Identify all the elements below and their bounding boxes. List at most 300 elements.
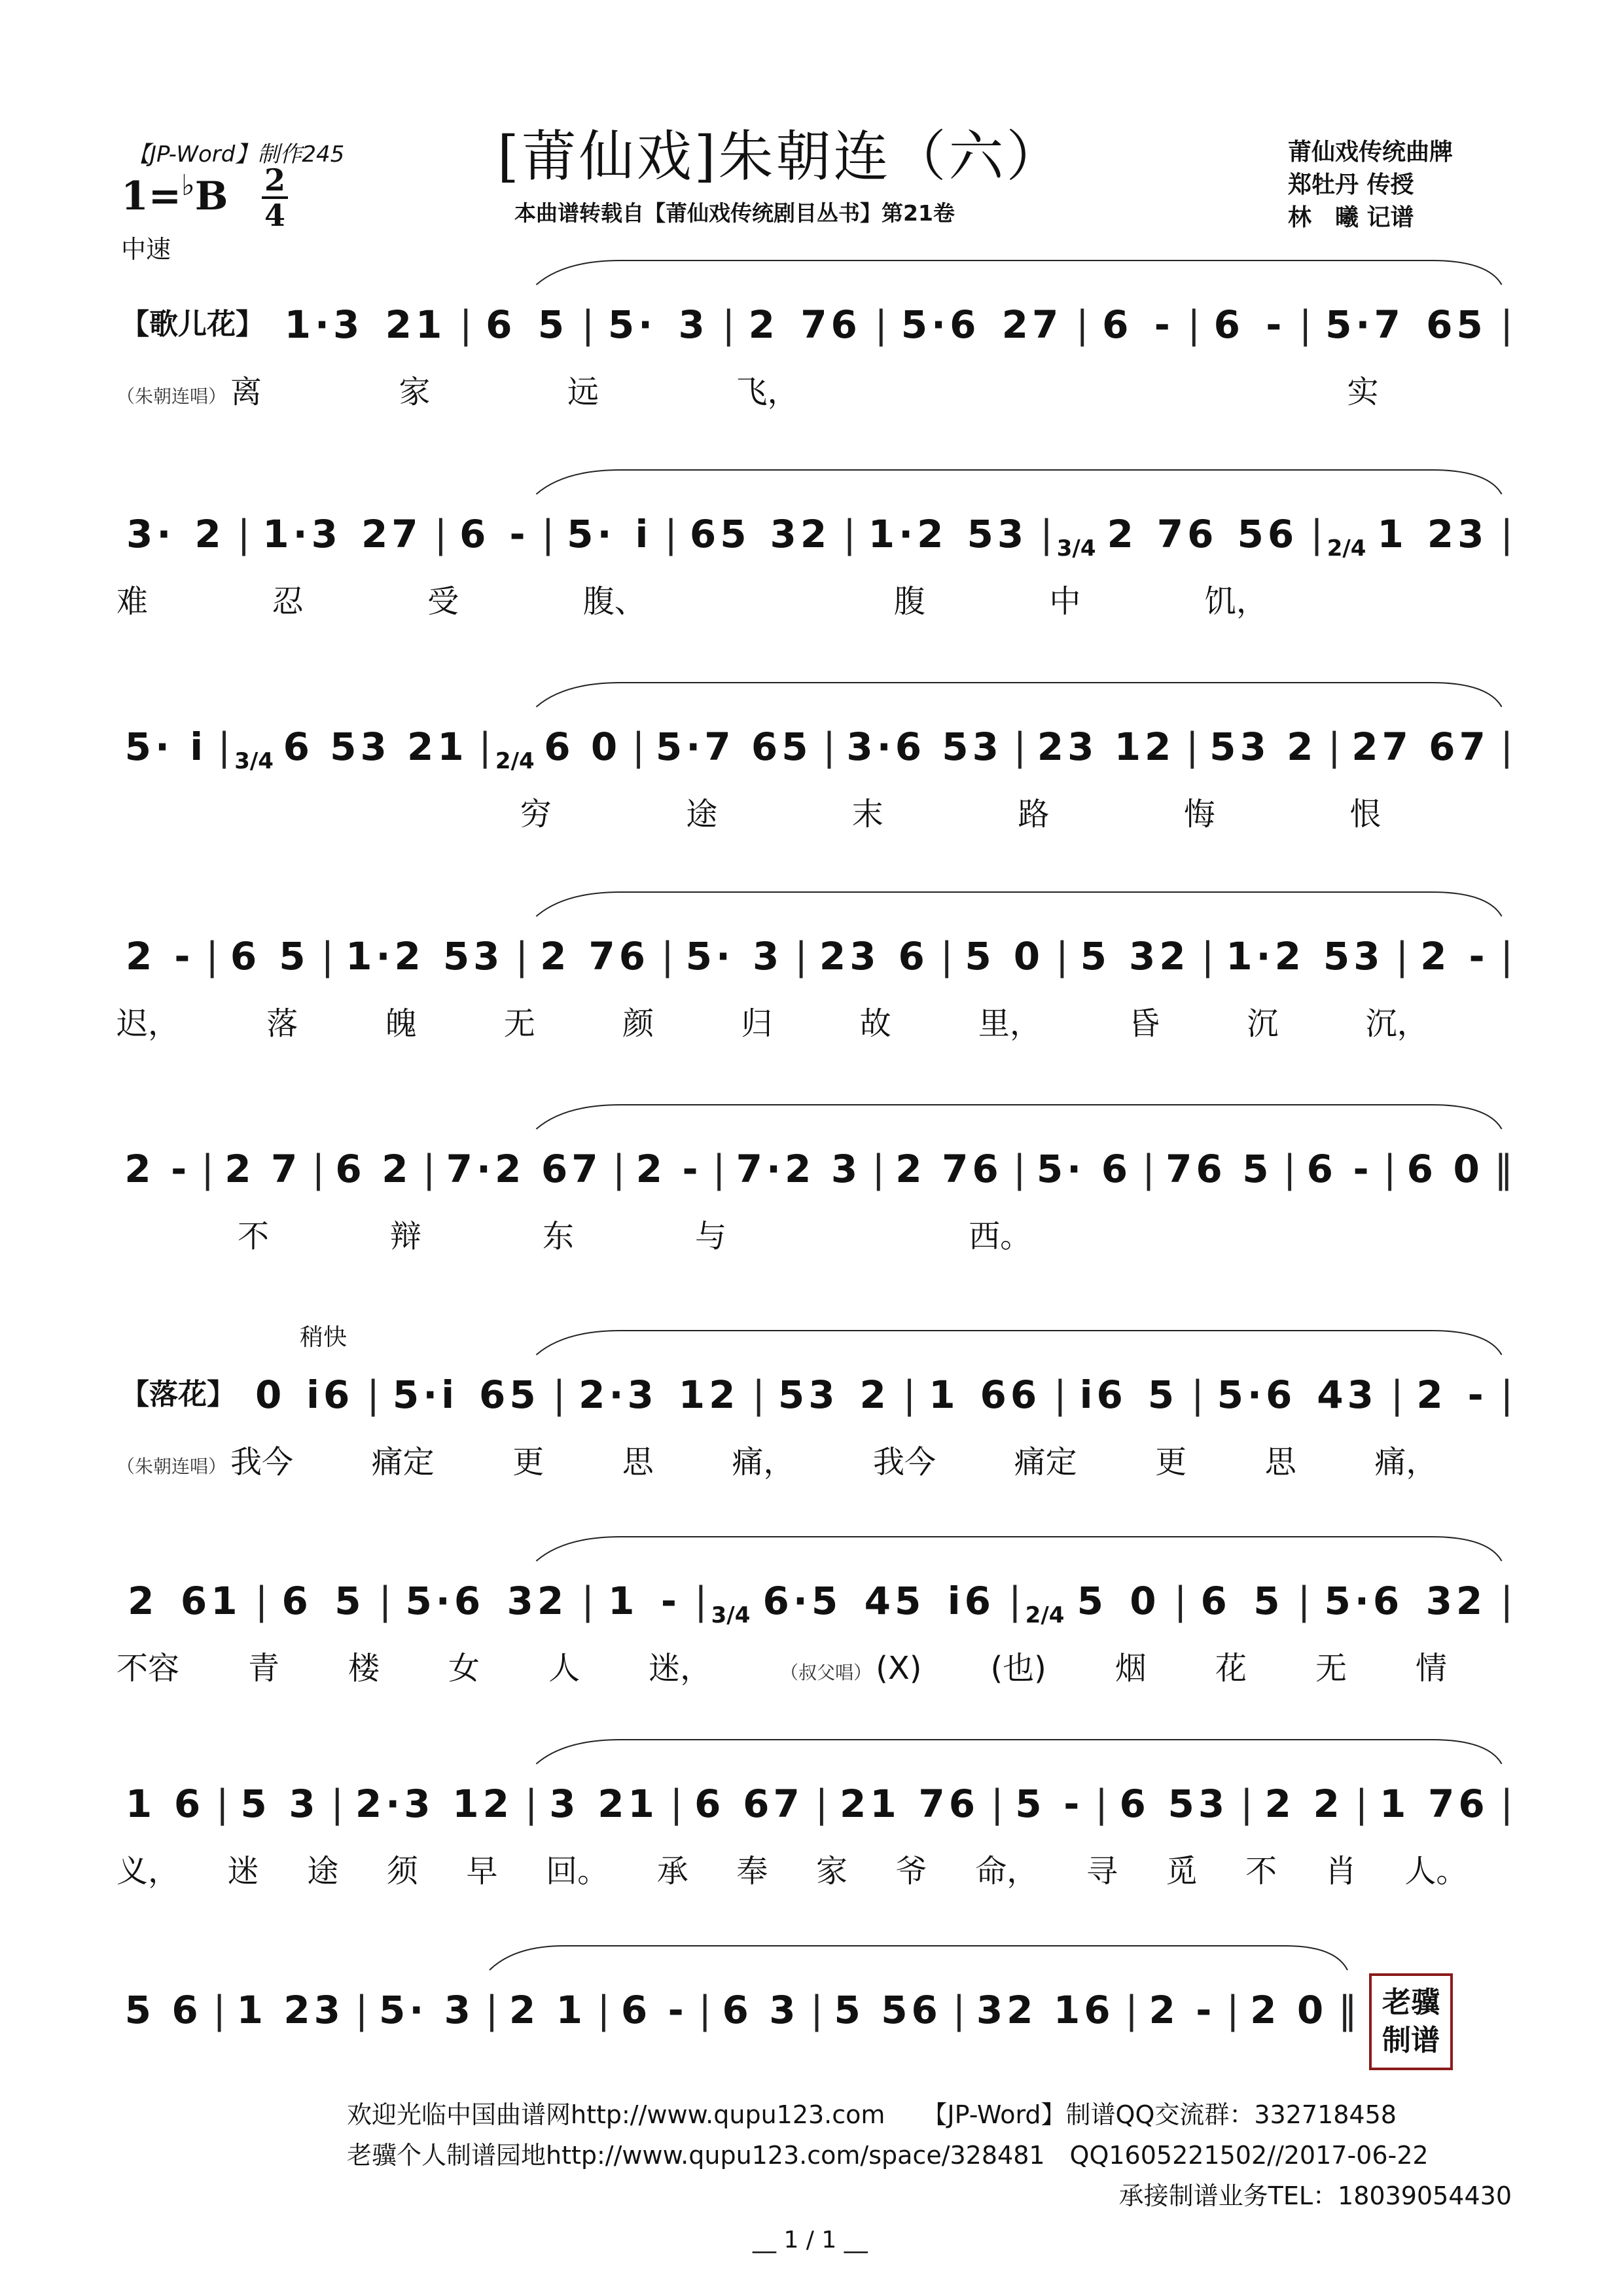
- lyric-syllable: 命，: [975, 1853, 1039, 1890]
- bar-line: |: [1076, 302, 1089, 347]
- note-group: 5: [1253, 1579, 1284, 1623]
- lyric-syllable: 腹: [893, 583, 925, 620]
- note-group: -: [1266, 302, 1286, 347]
- bar-line: |: [1500, 725, 1513, 769]
- note-group: 32: [770, 512, 831, 556]
- note-group: 21: [385, 302, 446, 347]
- note-line: [116, 710, 1516, 773]
- note-group: 1: [1377, 512, 1408, 556]
- note-group: 23: [283, 1988, 345, 2032]
- lyric-syllable: 迷，: [649, 1650, 712, 1687]
- bar-line: |: [355, 1988, 368, 2032]
- lyric-syllable: 故: [859, 1005, 891, 1042]
- lyric-syllable: 须: [386, 1853, 418, 1890]
- note-group: 27: [1351, 725, 1412, 769]
- lyric-syllable: 寻: [1086, 1853, 1118, 1890]
- note-group: 2: [1420, 934, 1451, 978]
- lyric-syllable: 昏: [1128, 1005, 1160, 1042]
- note-group: 2: [748, 302, 779, 347]
- lyrics-line: [116, 367, 1516, 412]
- lyric-syllable: 家: [816, 1853, 848, 1890]
- note-group: -: [1467, 1372, 1488, 1417]
- bar-line: |: [581, 302, 595, 347]
- underline-rhythm: [116, 562, 1516, 565]
- bar-line: |: [330, 1782, 344, 1826]
- lyrics-line: [116, 1211, 1516, 1256]
- note-group: 3: [678, 302, 709, 347]
- bar-line: ‖: [1338, 1988, 1357, 2032]
- bar-line: |: [1500, 302, 1513, 347]
- lyric-syllable: 沉，: [1365, 1005, 1429, 1042]
- note-line: [116, 288, 1516, 351]
- time-signature: [260, 164, 289, 232]
- note-group: 2: [508, 1988, 540, 2032]
- note-group: i6: [1079, 1372, 1127, 1417]
- underline-rhythm: [116, 352, 1516, 356]
- lyric-syllable: 沉: [1247, 1005, 1279, 1042]
- note-group: 6: [1213, 302, 1244, 347]
- note-group: 3: [752, 934, 783, 978]
- bar-line: |: [1283, 1147, 1296, 1191]
- bar-line: |: [1500, 512, 1514, 556]
- note-group: 6: [1102, 302, 1133, 347]
- note-group: 2·3: [579, 1372, 658, 1417]
- qupai-label: 【歌儿花】: [120, 308, 264, 341]
- lyric-syllable: 烟: [1115, 1650, 1147, 1687]
- note-group: 7·2: [736, 1147, 815, 1191]
- note-group: 32: [976, 1988, 1037, 2032]
- lyric-syllable: 实: [1347, 374, 1379, 410]
- note-group: 5: [1147, 1372, 1179, 1417]
- lyric-syllable: 远: [567, 374, 599, 410]
- credit-teacher: 郑牡丹 传授: [1288, 171, 1414, 198]
- note-group: 6: [230, 934, 261, 978]
- note-group: 12: [452, 1782, 514, 1826]
- source-note: 本曲谱转载自【莆仙戏传统剧目丛书】第21卷: [514, 200, 955, 226]
- bar-line: |: [1191, 1372, 1204, 1417]
- bar-line: |: [810, 1988, 823, 2032]
- lyrics-line: [116, 576, 1516, 621]
- footer-line2: 老骥个人制谱园地http://www.qupu123.com/space/328481 QQ1605221502//2017-06-22: [347, 2141, 1429, 2170]
- page-number: __ 1 / 1 __: [753, 2227, 868, 2253]
- bar-line: |: [552, 1372, 566, 1417]
- bar-line: |: [752, 1372, 765, 1417]
- lyric-syllable: 义，: [116, 1853, 180, 1890]
- bar-line: |: [1298, 302, 1312, 347]
- note-group: 6: [1200, 1579, 1231, 1623]
- note-group: 2: [1107, 512, 1137, 556]
- underline-rhythm: [116, 774, 1516, 778]
- note-group: 76: [918, 1782, 980, 1826]
- bar-line: |: [201, 1147, 214, 1191]
- note-group: 65: [1426, 302, 1487, 347]
- bar-line: |: [1328, 725, 1341, 769]
- note-group: 53: [442, 934, 504, 978]
- singer-note: （朱朝连唱）: [116, 1456, 227, 1477]
- lyric-syllable: 青: [248, 1650, 280, 1687]
- lyric-syllable: 腹、: [582, 583, 646, 620]
- lyric-syllable: 我今: [872, 1444, 936, 1480]
- note-group: 2: [540, 934, 571, 978]
- lyric-syllable: 无: [1315, 1650, 1347, 1687]
- note-group: 56: [1237, 512, 1298, 556]
- note-group: 0: [1296, 1988, 1328, 2032]
- note-group: 5: [1015, 1782, 1046, 1826]
- note-group: 53: [1323, 934, 1384, 978]
- note-group: 3: [444, 1988, 475, 2032]
- note-group: 53: [942, 725, 1003, 769]
- lyric-syllable: 不: [238, 1218, 270, 1255]
- meter-change: 3/4: [711, 1602, 751, 1628]
- lyric-syllable: 人: [548, 1650, 580, 1687]
- tempo-label: 中速: [121, 235, 171, 264]
- flat-sign: ♭: [181, 169, 195, 202]
- bar-line: |: [940, 934, 954, 978]
- note-group: 65: [751, 725, 812, 769]
- lyric-syllable: 归: [741, 1005, 773, 1042]
- note-group: 67: [1429, 725, 1489, 769]
- note-group: 21: [407, 725, 468, 769]
- note-group: 12: [678, 1372, 740, 1417]
- note-group: 5·: [1036, 1147, 1086, 1191]
- meter-change: 3/4: [234, 748, 274, 774]
- lyric-syllable: 女: [448, 1650, 480, 1687]
- lyrics-line: [116, 1643, 1516, 1688]
- note-group: 1·2: [346, 934, 425, 978]
- lyric-syllable: 西。: [969, 1218, 1032, 1255]
- credit-transcriber: 林 曦 记谱: [1288, 204, 1414, 231]
- note-group: 5·: [567, 512, 616, 556]
- note-group: i: [190, 725, 207, 769]
- note-group: 1·2: [868, 512, 948, 556]
- lyric-syllable: 受: [427, 583, 459, 620]
- bar-line: |: [312, 1147, 325, 1191]
- note-group: 5: [240, 1782, 271, 1826]
- footer-line1: 欢迎光临中国曲谱网http://www.qupu123.com 【JP-Word】制谱QQ交流群：332718458: [347, 2100, 1397, 2129]
- credit-genre: 莆仙戏传统曲牌: [1288, 139, 1454, 166]
- note-group: 53: [1209, 725, 1270, 769]
- note-group: 7: [271, 1147, 302, 1191]
- note-group: -: [509, 512, 529, 556]
- bar-line: |: [524, 1782, 538, 1826]
- bar-line: |: [1173, 1579, 1187, 1623]
- note-group: i: [635, 512, 652, 556]
- note-group: 5·7: [1325, 302, 1404, 347]
- lyric-syllable: 家: [399, 374, 431, 410]
- note-group: 65: [479, 1372, 540, 1417]
- bar-line: |: [694, 1579, 707, 1623]
- note-group: 76: [800, 302, 861, 347]
- note-line: [116, 1132, 1516, 1195]
- bar-line: |: [872, 1147, 885, 1191]
- lyric-syllable: 难: [116, 583, 149, 620]
- bar-line: |: [823, 725, 836, 769]
- lyrics-line: [116, 1437, 1516, 1482]
- note-group: 5·6: [1217, 1372, 1296, 1417]
- bar-line: |: [1310, 512, 1323, 556]
- note-group: 23: [819, 934, 880, 978]
- note-group: 23: [1427, 512, 1488, 556]
- underline-rhythm: [116, 1196, 1516, 1200]
- bar-line: |: [1500, 1782, 1514, 1826]
- note-group: 5: [1242, 1147, 1273, 1191]
- note-group: 5: [537, 302, 569, 347]
- note-line: [116, 1358, 1516, 1421]
- note-group: 1·2: [1226, 934, 1305, 978]
- bar-line: |: [217, 725, 231, 769]
- meter-change: 2/4: [495, 748, 535, 774]
- note-group: 1: [556, 1988, 586, 2032]
- note-group: 6: [486, 302, 516, 347]
- note-group: 5·: [378, 1988, 428, 2032]
- key-prefix: 1=: [121, 173, 182, 219]
- underline-rhythm: [116, 2037, 1360, 2041]
- note-group: 2: [224, 1147, 255, 1191]
- bar-line: |: [1355, 1782, 1368, 1826]
- note-group: 2: [194, 512, 225, 556]
- lyric-syllable: 痛定: [1014, 1444, 1077, 1480]
- underline-rhythm: [116, 984, 1516, 988]
- note-group: 21: [597, 1782, 658, 1826]
- note-group: 1·3: [262, 512, 342, 556]
- note-group: 2: [125, 934, 156, 978]
- meter-bottom: 4: [264, 198, 285, 233]
- note-group: 5: [1080, 934, 1111, 978]
- note-group: 6: [1406, 1147, 1437, 1191]
- note-group: i6: [306, 1372, 354, 1417]
- bar-line: |: [1095, 1782, 1108, 1826]
- bar-line: |: [1500, 934, 1514, 978]
- note-group: -: [1353, 1147, 1373, 1191]
- lyric-syllable: 更: [1155, 1444, 1187, 1480]
- lyric-syllable: 痛，: [732, 1444, 795, 1480]
- bar-line: |: [478, 725, 491, 769]
- bar-line: |: [1040, 512, 1053, 556]
- note-group: 32: [1128, 934, 1190, 978]
- note-group: 5·6: [1324, 1579, 1404, 1623]
- note-group: 1·3: [284, 302, 364, 347]
- lyric-syllable: 我今: [230, 1444, 294, 1480]
- lyric-syllable: 回。: [546, 1853, 609, 1890]
- note-group: 56: [881, 1988, 942, 2032]
- note-group: 12: [1114, 725, 1175, 769]
- note-line: [116, 1973, 1360, 2036]
- note-group: 2: [1416, 1372, 1447, 1417]
- bar-line: |: [612, 1147, 626, 1191]
- bar-line: |: [669, 1782, 683, 1826]
- bar-line: |: [213, 1988, 226, 2032]
- bar-line: |: [794, 934, 808, 978]
- lyric-syllable: 情: [1415, 1650, 1447, 1687]
- note-group: 2: [1250, 1988, 1281, 2032]
- note-group: 0: [1453, 1147, 1484, 1191]
- note-group: 6: [1101, 1147, 1132, 1191]
- note-group: 6: [173, 1782, 205, 1826]
- bar-line: |: [712, 1147, 726, 1191]
- lyric-syllable: 魄: [385, 1005, 417, 1042]
- note-group: 5: [279, 934, 310, 978]
- bar-line: |: [1383, 1147, 1397, 1191]
- lyric-syllable: (X): [876, 1650, 922, 1687]
- lyric-syllable: 人。: [1404, 1853, 1468, 1890]
- lyric-syllable: 穷: [520, 796, 552, 833]
- underline-rhythm: [116, 1831, 1516, 1835]
- lyric-syllable: 中: [1049, 583, 1081, 620]
- note-group: -: [660, 1579, 681, 1623]
- note-group: -: [668, 1988, 688, 2032]
- note-group: 76: [1428, 1782, 1489, 1826]
- slur-mark: [116, 1100, 1516, 1132]
- bar-line: |: [815, 1782, 829, 1826]
- singer-note: （叔父唱）: [780, 1662, 872, 1683]
- lyric-syllable: 花: [1215, 1650, 1247, 1687]
- note-group: 6·5: [762, 1579, 842, 1623]
- note-group: 2: [128, 1579, 158, 1623]
- lyric-syllable: 离: [230, 374, 262, 410]
- note-group: 5·: [685, 934, 735, 978]
- note-group: 6: [1306, 1147, 1338, 1191]
- page-title: [莆仙戏]朱朝连（六）: [497, 124, 1064, 188]
- underline-rhythm: [116, 1422, 1516, 1426]
- lyric-syllable: 无: [503, 1005, 535, 1042]
- bar-line: |: [1008, 1579, 1022, 1623]
- tempo-mark: 稍快: [300, 1324, 348, 1351]
- note-line: [116, 1767, 1516, 1830]
- bar-line: |: [1226, 1988, 1240, 2032]
- note-group: 2: [895, 1147, 926, 1191]
- note-group: i6: [947, 1579, 995, 1623]
- bar-line: |: [874, 302, 888, 347]
- lyric-syllable: 途: [307, 1853, 339, 1890]
- bar-line: |: [237, 512, 251, 556]
- note-group: 76: [942, 1147, 1003, 1191]
- underline-rhythm: [116, 1628, 1516, 1632]
- note-group: 27: [1001, 302, 1063, 347]
- lyric-syllable: 饥，: [1204, 583, 1268, 620]
- lyric-syllable: 痛定: [371, 1444, 435, 1480]
- note-group: 6: [281, 1579, 312, 1623]
- note-line: [116, 497, 1516, 560]
- note-group: 5·7: [655, 725, 735, 769]
- note-group: 43: [1317, 1372, 1378, 1417]
- meter-top: 2: [264, 162, 285, 198]
- note-group: 0: [1013, 934, 1044, 978]
- lyric-syllable: 不容: [116, 1650, 180, 1687]
- lyric-syllable: 肖: [1325, 1853, 1357, 1890]
- bar-line: |: [722, 302, 735, 347]
- note-group: 1: [236, 1988, 267, 2032]
- lyric-syllable: 奉: [736, 1853, 768, 1890]
- note-group: 5: [965, 934, 995, 978]
- maker-stamp: [1369, 1973, 1453, 2070]
- lyric-syllable: 途: [686, 796, 718, 833]
- bar-line: |: [664, 512, 677, 556]
- bar-line: |: [485, 1988, 499, 2032]
- lyric-syllable: 思: [622, 1444, 654, 1480]
- bar-line: |: [205, 934, 219, 978]
- note-group: 6: [1119, 1782, 1150, 1826]
- note-group: 5·6: [405, 1579, 485, 1623]
- note-group: 67: [743, 1782, 804, 1826]
- lyric-syllable: 路: [1018, 796, 1050, 833]
- lyric-syllable: 更: [512, 1444, 544, 1480]
- note-group: 2: [1287, 725, 1317, 769]
- note-group: 65: [689, 512, 751, 556]
- note-group: 5: [334, 1579, 365, 1623]
- note-group: -: [1196, 1988, 1216, 2032]
- lyric-syllable: 承: [656, 1853, 688, 1890]
- meter-change: 2/4: [1025, 1602, 1065, 1628]
- lyric-syllable: 末: [851, 796, 883, 833]
- note-group: -: [1063, 1782, 1084, 1826]
- slur-mark: [116, 1734, 1516, 1767]
- note-group: 5·: [124, 725, 173, 769]
- bar-line: |: [1240, 1782, 1253, 1826]
- note-group: 2: [1149, 1988, 1179, 2032]
- bar-line: |: [1142, 1147, 1155, 1191]
- note-group: 53: [777, 1372, 839, 1417]
- slur-mark: [116, 1532, 1516, 1564]
- key-signature: [121, 169, 228, 219]
- lyric-syllable: 迷: [227, 1853, 259, 1890]
- note-group: 6: [694, 1782, 725, 1826]
- lyric-syllable: (也): [990, 1650, 1046, 1687]
- note-group: -: [1154, 302, 1174, 347]
- stamp-line2: 制谱: [1382, 2024, 1440, 2057]
- note-group: 3: [830, 1147, 862, 1191]
- note-group: 5·: [607, 302, 657, 347]
- bar-line: |: [1125, 1988, 1138, 2032]
- bar-line: |: [1186, 725, 1199, 769]
- bar-line: |: [581, 1579, 594, 1623]
- bar-line: |: [378, 1579, 392, 1623]
- lyric-syllable: 觅: [1166, 1853, 1198, 1890]
- note-group: 2: [124, 1147, 155, 1191]
- note-group: 21: [840, 1782, 901, 1826]
- slur-mark: [116, 887, 1516, 920]
- footer-line3: 承接制谱业务TEL：18039054430: [1118, 2181, 1512, 2210]
- lyric-syllable: 不: [1245, 1853, 1277, 1890]
- bar-line: |: [541, 512, 555, 556]
- bar-line: |: [366, 1372, 380, 1417]
- lyric-syllable: 落: [266, 1005, 298, 1042]
- bar-line: |: [1297, 1579, 1311, 1623]
- lyric-syllable: 迟，: [116, 1005, 180, 1042]
- note-group: 2: [382, 1147, 412, 1191]
- bar-line: |: [1500, 1372, 1514, 1417]
- note-line: [116, 1564, 1516, 1627]
- bar-line: |: [902, 1372, 916, 1417]
- note-group: 3: [769, 1988, 800, 2032]
- note-group: 23: [1037, 725, 1098, 769]
- note-group: 61: [180, 1579, 241, 1623]
- lyric-syllable: 与: [695, 1218, 727, 1255]
- note-group: -: [171, 1147, 191, 1191]
- bar-line: |: [255, 1579, 268, 1623]
- lyric-syllable: 恨: [1349, 796, 1382, 833]
- lyrics-line: [116, 789, 1516, 834]
- bar-line: |: [843, 512, 856, 556]
- note-group: 3: [289, 1782, 319, 1826]
- note-group: 5: [834, 1988, 865, 2032]
- bar-line: |: [1201, 934, 1215, 978]
- note-group: 32: [1425, 1579, 1487, 1623]
- lyrics-line: [116, 998, 1516, 1043]
- bar-line: |: [1013, 1147, 1026, 1191]
- note-group: 5: [124, 1988, 156, 2032]
- slur-mark: [116, 677, 1516, 710]
- bar-line: |: [1500, 1579, 1514, 1623]
